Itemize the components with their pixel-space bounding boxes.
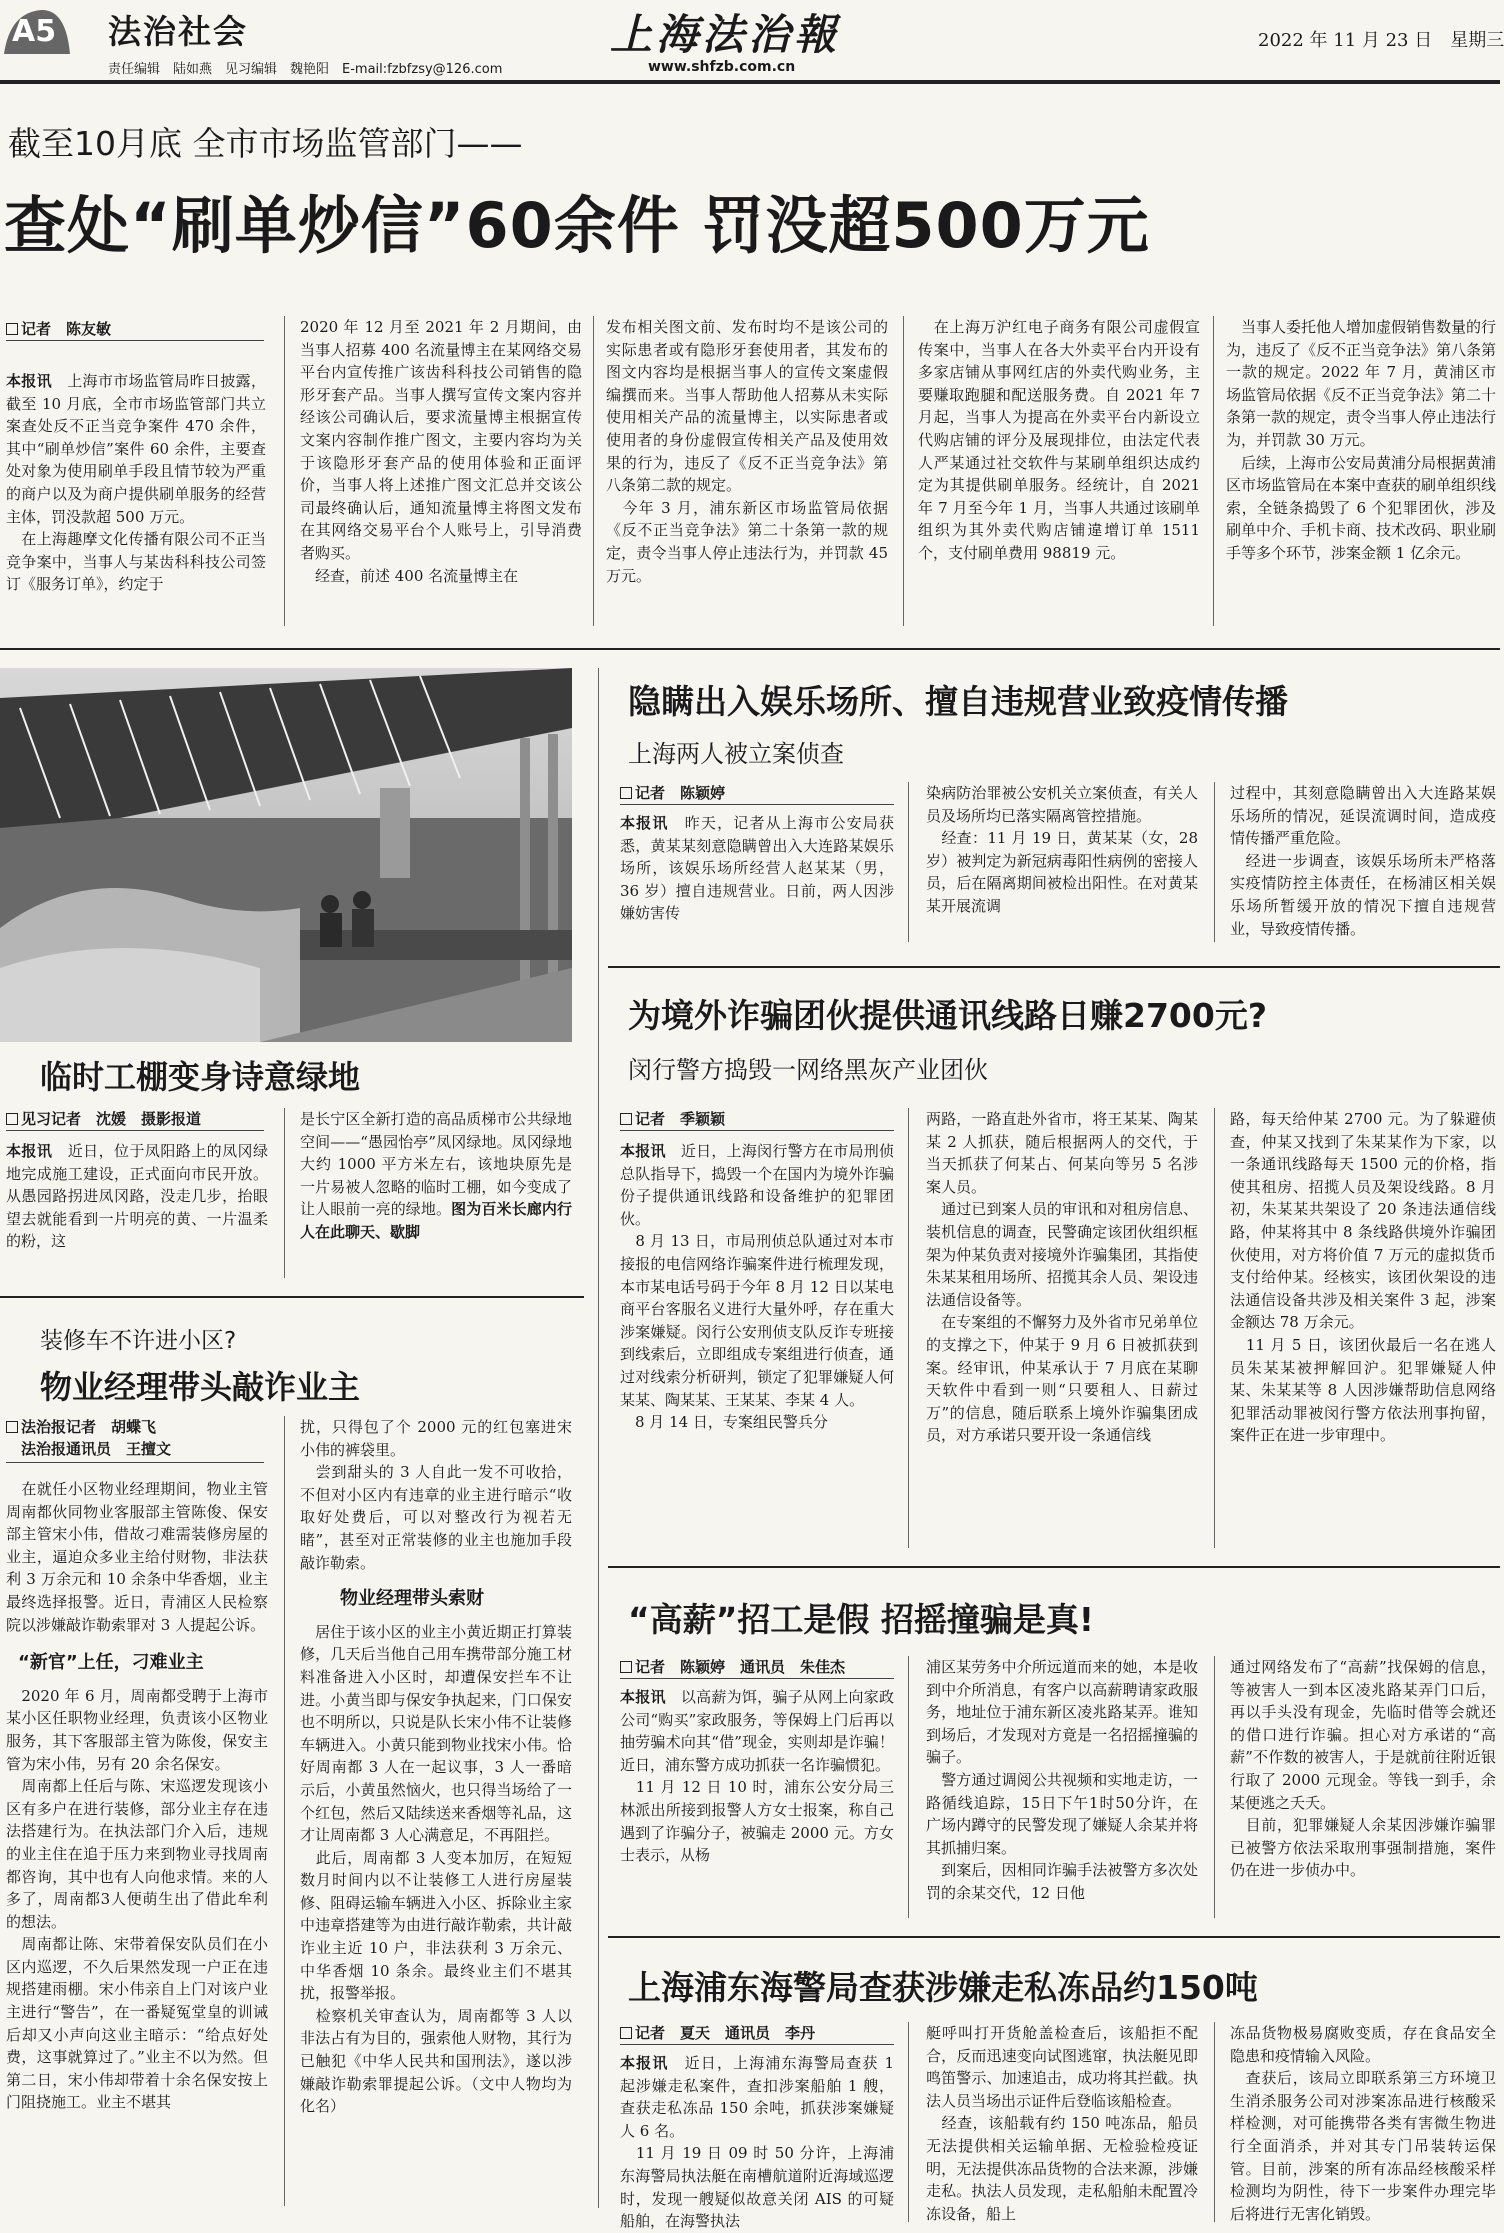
story3-col-3: 路，每天给仲某 2700 元。为了躲避侦查，仲某又找到了朱某某作为下家，以一条通讯线路每天 1500 元的价格，指使其租房、招揽人员及架设线路。8 月初，朱某某共架设了 20 条违法通信线路，仲某将其中 8 条线路供境外诈骗团伙使用，对方将价值 7 万元的虚拟货币支付给仲某。经核实，该团伙架设的违法通信设备共涉及相关案件 3 起，涉案金额达 78 万余元。 11 月 5 日，该团伙最后一名在逃人员朱某某被押解回沪。犯罪嫌疑人仲某、朱某某等 8 人因涉嫌帮助信息网络犯罪活动罪被闵行警方依法刑事拘留，案件正在进一步审理中。 bbox=[1230, 1110, 1496, 1445]
lead-col-1-text: 上海市市场监管局昨日披露，截至 10 月底，全市市场监管部门共立案查处反不正当竞争案件 470 余件，其中“刷单炒信”案件 60 余件，主要查处对象为使用刷单手段且情节较为严重的商户以及为商户提供刷单服务的经营主体，罚没款超 500 万元。 在上海趣摩文化传播有限公司不正当竞争案中，当事人与某齿科科技公司签订《服务订单》，约定于 bbox=[6, 372, 266, 594]
story5-col-1-lead: 本报讯 bbox=[620, 1688, 666, 1706]
section-rule bbox=[0, 1296, 584, 1298]
lead-kicker: 截至10月底 全市市场监管部门—— bbox=[8, 124, 523, 163]
col-divider bbox=[903, 316, 904, 626]
page-number-badge bbox=[0, 2, 72, 60]
col-divider bbox=[908, 1656, 909, 1918]
story4-byline-1-text: 法治报记者 胡蝶飞 bbox=[21, 1418, 157, 1436]
photo-byline-text: 见习记者 沈媛 摄影报道 bbox=[21, 1110, 202, 1128]
col-divider bbox=[593, 316, 594, 626]
photo-caption: 图为百米长廊内行人在此聊天、歇脚 bbox=[300, 1200, 572, 1241]
lead-col-1 bbox=[6, 370, 266, 632]
story5-col-1-text: 以高薪为饵，骗子从网上向家政公司“购买”家政服务，等保姆上门后再以抽劳骗术向其“借”现金，实则却是诈骗！近日，浦东警方成功抓获一名诈骗惯犯。 11 月 12 日 10 时，浦东公安分局三林派出所接到报警人方女士报案，称自己遇到了诈骗分子，被骗走 2000 元。方女士表示，从杨 bbox=[620, 1688, 894, 1865]
col-divider bbox=[598, 668, 599, 2208]
story5-col-3: 通过网络发布了“高薪”找保姆的信息，等被害人一到本区凌兆路某弄门口后，再以手头没有现金，先临时借等会就还的借口进行诈骗。担心对方承诺的“高薪”不作数的被害人，于是就前往附近银行取了 2000 元现金。等钱一到手，余某便逃之夭夭。 目前，犯罪嫌疑人余某因涉嫌诈骗罪已被警方依法采取刑事强制措施，案件仍在进一步侦办中。 bbox=[1230, 1658, 1496, 1880]
byline-box-icon bbox=[620, 1661, 632, 1673]
byline-box-icon bbox=[620, 2027, 632, 2039]
story5-byline-text: 记者 陈颖婷 通讯员 朱佳杰 bbox=[635, 1658, 846, 1676]
story4-byline-2: 法治报通讯员 王擅文 bbox=[21, 1440, 172, 1458]
photo-col-1-text: 近日，位于凤阳路上的凤冈绿地完成施工建设，正式面向市民开放。从愚园路拐进凤冈路，没走几步，抬眼望去就能看到一片明亮的黄、一片温柔的粉，这 bbox=[6, 1142, 268, 1251]
story2-subhead: 上海两人被立案侦查 bbox=[628, 740, 844, 768]
section-rule bbox=[0, 648, 1500, 650]
story4-col-2 bbox=[300, 1416, 572, 2208]
masthead-date: 2022 年 11 月 23 日 星期三 bbox=[1258, 30, 1504, 51]
photo-col-2 bbox=[300, 1108, 572, 1288]
story6-col-2: 艇呼叫打开货舱盖检查后，该船拒不配合，反而迅速变向试图逃窜，执法艇见即鸣笛警示、加速追击，成功将其拦截。执法人员当场出示证件后登临该船检查。 经查，该船载有约 150 吨冻品，船员无法提供相关运输单据、无检验检疫证明，无法提供冻品货物的合法来源，涉嫌走私。执法人员发现，走私船舶未配置冷冻设备，船上 bbox=[926, 2024, 1198, 2223]
photo-col-1 bbox=[6, 1140, 268, 1280]
story4-col-2-text: 扰，只得包了个 2000 元的红包塞进宋小伟的裤袋里。 尝到甜头的 3 人自此一发不可收拾，不但对小区内有违章的业主进行暗示“收取好处费后，可以对整改行为视若无睹”，甚至对正常装修的业主也施加手段敲诈勒索。 bbox=[300, 1418, 572, 1572]
story2-col-1 bbox=[620, 812, 894, 948]
page-number: A5 bbox=[12, 14, 57, 49]
story5-col-1 bbox=[620, 1686, 894, 1922]
col-divider bbox=[1214, 1656, 1215, 1918]
story5-col-2: 浦区某劳务中介所远道而来的她，本是收到中介所消息，有客户以高薪聘请家政服务，地址位于浦东新区凌兆路某弄。谁知到场后，才发现对方竟是一名招摇撞骗的骗子。 警方通过调阅公共视频和实地走访，一路循线追踪，15日下午1时50分许，在广场内蹲守的民警发现了嫌疑人余某并将其抓捕归案。 到案后，因相同诈骗手法被警方多次处罚的余某交代，12 日他 bbox=[926, 1658, 1198, 1902]
lead-byline-rule bbox=[6, 340, 264, 341]
story4-headline: 物业经理带头敲诈业主 bbox=[40, 1368, 361, 1406]
story4-col-1-text: 在就任小区物业经理期间，物业主管周南都伙同物业客服部主管陈俊、保安部主管宋小伟，借故刁难需装修房屋的业主，逼迫众多业主给付财物，非法获利 3 万余元和 10 余条中华香烟，业主最终选择报警。近日，青浦区人民检察院以涉嫌敲诈勒索罪对 3 人提起公诉。 bbox=[6, 1480, 268, 1634]
col-divider bbox=[908, 2022, 909, 2222]
website: www.shfzb.com.cn bbox=[648, 59, 796, 75]
byline-box-icon bbox=[620, 787, 632, 799]
photo-park-illustration bbox=[0, 668, 572, 1042]
lead-col-1-lead: 本报讯 bbox=[6, 372, 52, 390]
story6-byline bbox=[620, 2022, 815, 2044]
story2-byline-text: 记者 陈颖婷 bbox=[635, 784, 726, 802]
story5-headline: “高薪”招工是假 招摇撞骗是真! bbox=[628, 1600, 1094, 1639]
lead-col-2: 2020 年 12 月至 2021 年 2 月期间，由当事人招募 400 名流量博主在某网络交易平台内宣传推广该齿科科技公司销售的隐形牙套产品。当事人撰写宣传文案内容并经该公司确认后，要求流量博主根据宣传文案内容制作推广图文，主要内容均为关于该隐形牙套产品的使用体验和正面评价，当事人将上述推广图文汇总并交该公司最终确认后，通知流量博主将图文发布在其网络交易平台个人账号上，引导消费者购买。 经查，前述 400 名流量博主在 bbox=[300, 318, 582, 585]
lead-col-5: 当事人委托他人增加虚假销售数量的行为，违反了《反不正当竞争法》第八条第一款的规定。2022 年 7 月，黄浦区市场监管局依据《反不正当竞争法》第二十条第一款的规定，责令当事人停止违法行为，并罚款 30 万元。 后续，上海市公安局黄浦分局根据黄浦区市场监管局在本案中查获的刷单组织线索，全链条捣毁了 6 个犯罪团伙，涉及刷单中介、手机卡商、技术改码、职业刷手等多个环节，涉案金额 1 亿余元。 bbox=[1226, 318, 1497, 562]
story3-headline: 为境外诈骗团伙提供通讯线路日赚2700元? bbox=[628, 996, 1267, 1035]
story4-subhead-1: “新官”上任，刁难业主 bbox=[18, 1652, 204, 1674]
story4-byline-rule bbox=[6, 1462, 264, 1463]
story4-kicker: 装修车不许进小区? bbox=[40, 1328, 237, 1354]
masthead-rule bbox=[0, 80, 1500, 84]
paper-name: 上海法治報 bbox=[610, 10, 841, 59]
lead-byline-text: 记者 陈友敏 bbox=[21, 320, 112, 338]
section-title: 法治社会 bbox=[108, 12, 248, 51]
col-divider bbox=[908, 1108, 909, 1548]
col-divider bbox=[1213, 316, 1214, 626]
story2-col-3: 过程中，其刻意隐瞒曾出入大连路某娱乐场所的情况，延误流调时间，造成疫情传播严重危险。 经进一步调查，该娱乐场所未严格落实疫情防控主体责任，在杨浦区相关娱乐场所暂缓开放的情况下擅自违规营业，导致疫情传播。 bbox=[1230, 784, 1496, 938]
photo-byline-rule bbox=[6, 1130, 264, 1131]
col-divider bbox=[284, 1108, 285, 1278]
story3-col-1-text: 近日，上海闵行警方在市局刑侦总队指导下，捣毁一个在国内为境外诈骗份子提供通讯线路和设备维护的犯罪团伙。 8 月 13 日，市局刑侦总队通过对本市接报的电信网络诈骗案件进行梳理发现，本市某电话号码于今年 8 月 12 日以某电商平台客服名义进行大量外呼，存在重大涉案嫌疑。闵行公安刑侦支队反诈专班接到线索后，立即组成专案组进行侦查，通过对线索分析研判，锁定了犯罪嫌疑人何某某、陶某某、王某某、李某 4 人。 8 月 14 日，专案组民警兵分 bbox=[620, 1142, 894, 1432]
story2-col-2: 染病防治罪被公安机关立案侦查，有关人员及场所均已落实隔离管控措施。 经查：11 月 19 日，黄某某（女，28 岁）被判定为新冠病毒阳性病例的密接人员，后在隔离期间被检出阳性。在对黄某某开展流调 bbox=[926, 784, 1198, 915]
story5-byline bbox=[620, 1656, 845, 1678]
lead-byline bbox=[6, 318, 111, 340]
section-rule bbox=[608, 1936, 1500, 1938]
col-divider bbox=[1214, 782, 1215, 942]
story6-col-1-text: 近日，上海浦东海警局查获 1 起涉嫌走私案件，查扣涉案船舶 1 艘，查获走私冻品 150 余吨，抓获涉案嫌疑人 6 名。 11 月 19 日 09 时 50 分许，上海浦东海警局执法艇在南槽航道附近海域巡逻时，发现一艘疑似故意关闭 AIS 的可疑船舶，在海警执法 bbox=[620, 2054, 894, 2231]
story2-byline bbox=[620, 782, 725, 804]
story2-col-1-lead: 本报讯 bbox=[620, 814, 669, 832]
story6-col-1 bbox=[620, 2052, 894, 2231]
lead-col-3: 发布相关图文前、发布时均不是该公司的实际患者或有隐形牙套使用者，其发布的图文内容均是根据当事人的宣传文案虚假编撰而来。当事人帮助他人招募从未实际使用相关产品的流量博主，以实际患者或使用者的身份虚假宣传相关产品及使用效果的行为，违反了《反不正当竞争法》第八条第二款的规定。 今年 3 月，浦东新区市场监管局依据《反不正当竞争法》第二十条第一款的规定，责令当事人停止违法行为，并罚款 45 万元。 bbox=[606, 318, 888, 585]
story4-col-1b-text: 2020 年 6 月，周南都受聘于上海市某小区任职物业经理，负责该小区物业服务，其下客服部主管为陈俊，保安主管为宋小伟，另有 20 余名保安。 周南都上任后与陈、宋巡逻发现该小区有多户在进行装修，部分业主存在违法搭建行为。在执法部门介入后，违规的业主住在追于压力来到物业寻找周南都咨询，其中也有人向他求情。来的人多了，周南都3人便萌生出了借此牟利的想法。 周南都让陈、宋带着保安队员们在小区内巡逻，不久后果然发现一户正在违规搭建雨棚。宋小伟亲自上门对该户业主进行“警告”，在一番疑冤堂皇的训诫后却又小声向这业主暗示：“给点好处费，这事就算过了。”业主不以为然。但第二日，宋小伟却带着十余名保安按上门阻挠施工。业主不堪其 bbox=[6, 1686, 268, 2112]
story4-byline-1 bbox=[6, 1416, 156, 1438]
story4-col-2b-text: 居住于该小区的业主小黄近期正打算装修，几天后当他自己用车携带部分施工材料准备进入小区时，却遭保安拦车不让进。小黄当即与保安争执起来，门口保安也不明所以，只说是队长宋小伟不让装修车辆进入。小黄只能到物业找宋小伟。恰好周南都 3 人在一起议事，3 人一番暗示后，小黄虽然恼火，也只得当场给了一个红包，然后又陆续送来香烟等礼品，这才让周南都 3 人心满意足，不再阻拦。 此后，周南都 3 人变本加厉，在短短数月时间内以不让装修工人进行房屋装修、阻碍运输车辆进入小区、拆除业主家中违章搭建等为由进行敲诈勒索，共计敲诈业主近 10 户，非法获利 3 万余元、中华香烟 10 条余。最终业主们不堪其扰，报警举报。 检察机关审查认为，周南都等 3 人以非法占有为目的，强索他人财物，其行为已触犯《中华人民共和国刑法》，遂以涉嫌敲诈勒索罪提起公诉。（文中人物均为化名） bbox=[300, 1622, 572, 2116]
photo-col-1-lead: 本报讯 bbox=[6, 1142, 53, 1160]
story3-byline-text: 记者 季颖颖 bbox=[635, 1110, 726, 1128]
story2-col-1-text: 昨天，记者从上海市公安局获悉，黄某某刻意隐瞒曾出入大连路某娱乐场所，该娱乐场所经营人赵某某（男，36 岁）擅自违规营业。日前，两人因涉嫌妨害传 bbox=[620, 814, 894, 923]
section-rule bbox=[608, 1566, 1500, 1568]
byline-box-icon bbox=[620, 1113, 632, 1125]
photo-headline: 临时工棚变身诗意绿地 bbox=[40, 1058, 361, 1096]
story3-byline-rule bbox=[620, 1130, 894, 1131]
story6-col-1-lead: 本报讯 bbox=[620, 2054, 669, 2072]
story5-byline-rule bbox=[620, 1678, 894, 1679]
col-divider bbox=[284, 1416, 285, 2206]
story2-byline-rule bbox=[620, 804, 894, 805]
story3-col-2: 两路，一路直赴外省市，将王某某、陶某某 2 人抓获，随后根据两人的交代，于当天抓获了何某占、何某向等另 5 名涉案人员。 通过已到案人员的审讯和对租房信息、装机信息的调查，民警确定该团伙组织框架为仲某负责对接境外诈骗集团，其指使朱某某租用场所、招揽其余人员、架设违法通信设备等。 在专案组的不懈努力及外省市兄弟单位的支撑之下，仲某于 9 月 6 日被抓获到案。经审讯，仲某承认于 7 月底在某聊天软件中看到一则“只要租人、日薪过万”的信息，随后联系上境外诈骗集团成员，对方承诺只要开设一条通信线 bbox=[926, 1110, 1198, 1445]
byline-box-icon bbox=[6, 323, 18, 335]
story3-subhead: 闵行警方捣毁一网络黑灰产业团伙 bbox=[628, 1056, 988, 1084]
byline-box-icon bbox=[6, 1421, 18, 1433]
story6-byline-text: 记者 夏天 通讯员 李丹 bbox=[635, 2024, 816, 2042]
story4-col-1 bbox=[6, 1478, 268, 2208]
story6-byline-rule bbox=[620, 2044, 894, 2045]
lead-col-4: 在上海万沪红电子商务有限公司虚假宣传案中，当事人在各大外卖平台内开设有多家店铺从事网红店的外卖代购业务，主要赚取跑腿和配送服务费。自 2021 年 7 月起，当事人为提高在外卖平台内新设立代购店铺的评分及展现排位，由法定代表人严某通过社交软件与某刷单组织达成约定为其提供刷单服务。经统计，自 2021 年 7 月至今年 1 月，当事人共通过该刷单组织为其外卖代购店铺違增订单 1511 个，支付刷单费用 98819 元。 bbox=[918, 318, 1205, 562]
editors-line: 责任编辑 陆如燕 见习编辑 魏艳阳 E-mail:fzbfzsy@126.com bbox=[108, 62, 503, 77]
story6-col-3: 冻品货物极易腐败变质，存在食品安全隐患和疫情输入风险。 查获后，该局立即联系第三方环境卫生消杀服务公司对涉案冻品进行核酸采样检测，对可能携带各类有害微生物进行全面消杀，并对其专门吊装转运保管。目前，涉案的所有冻品经核酸采样检测均为阴性，待下一步案件办理完毕后将进行无害化销毁。 bbox=[1230, 2024, 1496, 2223]
lead-headline: 查处“刷单炒信”60余件 罚没超500万元 bbox=[4, 189, 1150, 262]
byline-box-icon bbox=[6, 1113, 18, 1125]
section-rule bbox=[608, 966, 1500, 968]
news-photo bbox=[0, 668, 572, 1042]
story3-col-1 bbox=[620, 1140, 894, 1552]
story2-headline: 隐瞒出入娱乐场所、擅自违规营业致疫情传播 bbox=[628, 682, 1288, 721]
photo-byline bbox=[6, 1108, 201, 1130]
col-divider bbox=[1214, 2022, 1215, 2222]
col-divider bbox=[908, 782, 909, 942]
photo-col-2-text: 是长宁区全新打造的高品质梯市公共绿地空间——“愚园怡亭”凤冈绿地。凤冈绿地大约 1000 平方米左右，该地块原先是一片易被人忽略的临时工棚，如今变成了让人眼前一亮的绿地。 bbox=[300, 1110, 572, 1219]
story3-byline bbox=[620, 1108, 725, 1130]
col-divider bbox=[284, 316, 285, 626]
story3-col-1-lead: 本报讯 bbox=[620, 1142, 666, 1160]
story4-subhead-2: 物业经理带头索财 bbox=[340, 1588, 484, 1610]
col-divider bbox=[1214, 1108, 1215, 1548]
story6-headline: 上海浦东海警局查获涉嫌走私冻品约150吨 bbox=[628, 1968, 1258, 2007]
